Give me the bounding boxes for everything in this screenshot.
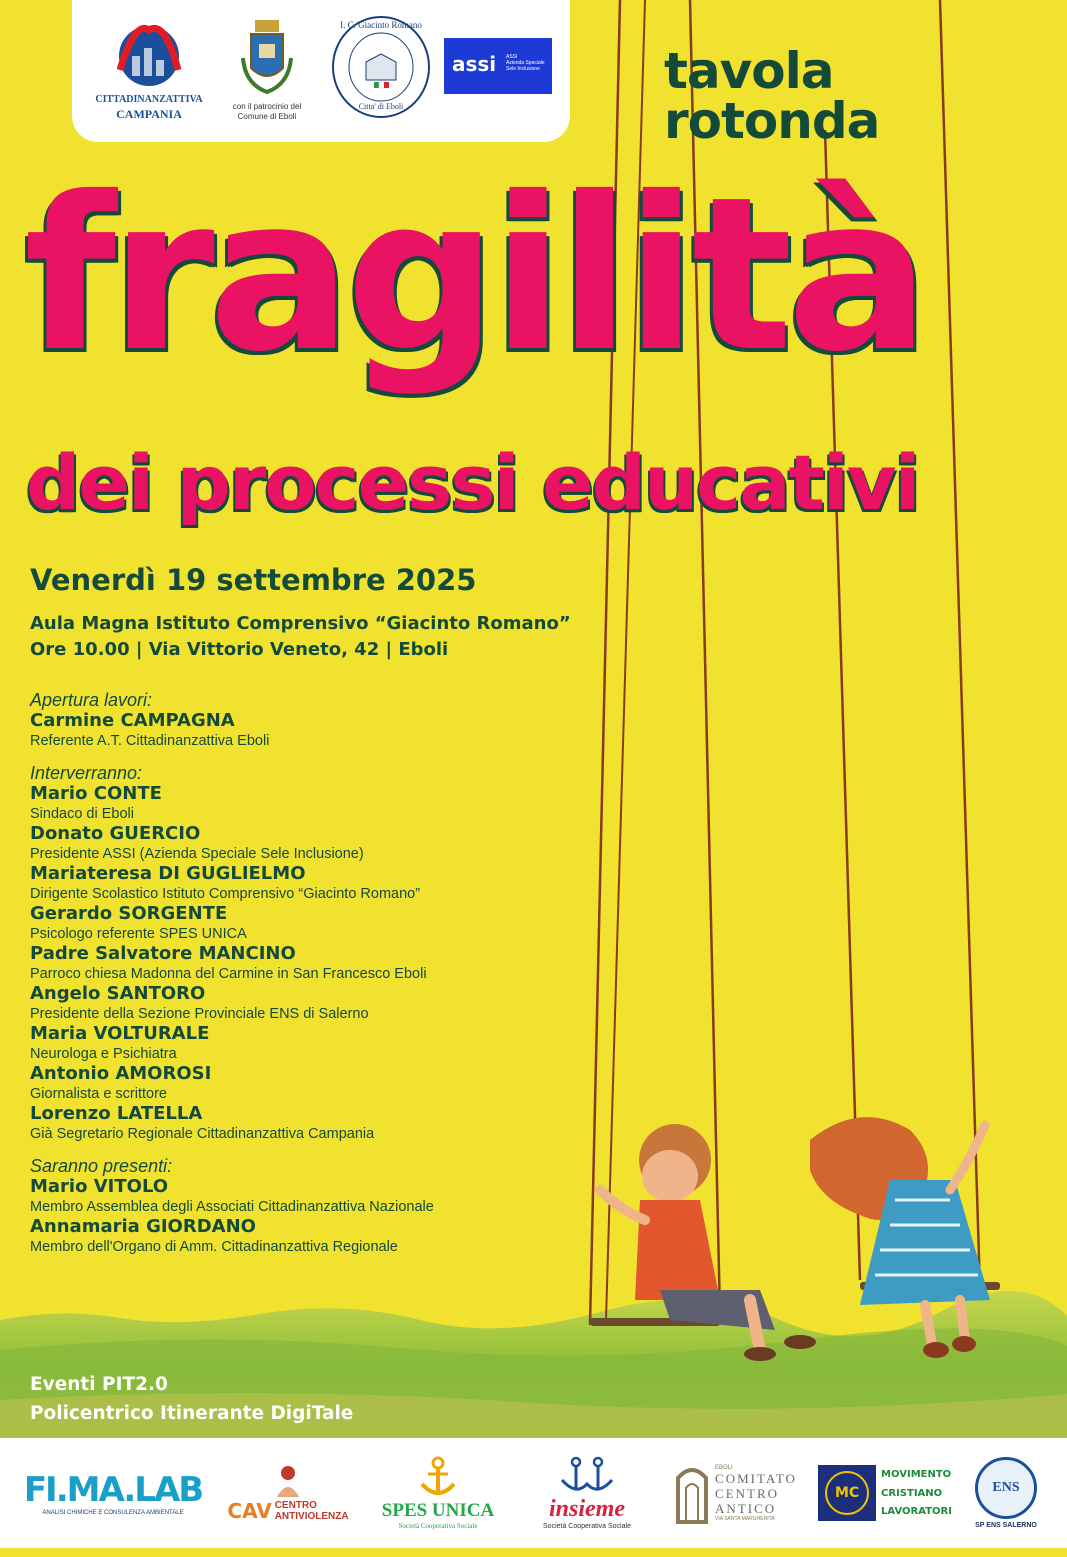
speaker-role: Presidente della Sezione Provinciale ENS di Salerno: [30, 1006, 369, 1022]
ens-mark: ENS: [992, 1480, 1020, 1495]
program-list: [30, 690, 630, 1257]
speaker-entry: [30, 824, 630, 864]
speaker-role: Presidente ASSI (Azienda Speciale Sele Inclusione): [30, 846, 364, 862]
spes-unica-logo: [372, 1438, 504, 1548]
comune-eboli-logo: [222, 18, 312, 128]
cav-logo: [228, 1438, 348, 1548]
school-name: I. C. Giacinto Romano: [340, 20, 422, 30]
event-type-line: tavola: [664, 42, 834, 100]
cittadinanzattiva-emblem-icon: [110, 20, 188, 92]
speaker-entry: [30, 1104, 630, 1144]
title-subtitle: dei processi educativi: [26, 438, 919, 527]
comitato-line: COMITATO: [715, 1470, 797, 1486]
spes-caption: Società Cooperativa Sociale: [398, 1522, 478, 1530]
speaker-name: Carmine CAMPAGNA: [30, 710, 235, 731]
mcl-line: LAVORATORI: [881, 1506, 952, 1517]
speaker-name: Gerardo SORGENTE: [30, 903, 228, 924]
ens-emblem: [975, 1457, 1037, 1519]
insieme-logo: [522, 1438, 652, 1548]
cav-text-line: ANTIVIOLENZA: [274, 1511, 349, 1522]
event-time-place: Ore 10.00 | Via Vittorio Veneto, 42 | Eboli: [30, 639, 449, 660]
event-type-line: rotonda: [664, 92, 880, 150]
speaker-entry: [30, 1064, 630, 1104]
speaker-role: Giornalista e scrittore: [30, 1086, 167, 1102]
speaker-entry: [30, 864, 630, 904]
speaker-name: Lorenzo LATELLA: [30, 1103, 203, 1124]
sponsor-logo-bar: [0, 1438, 1067, 1548]
speaker-role: Dirigente Scolastico Istituto Comprensivo “Giacinto Romano”: [30, 886, 421, 902]
speaker-name: Maria VOLTURALE: [30, 1023, 210, 1044]
ens-salerno-logo: [968, 1438, 1044, 1548]
door-arch-icon: [675, 1462, 709, 1524]
ic-giacinto-romano-logo: [330, 14, 432, 122]
speakers-label: Interverranno:: [30, 763, 143, 783]
speaker-role: Psicologo referente SPES UNICA: [30, 926, 247, 942]
mcl-logo: [815, 1438, 955, 1548]
event-venue: Aula Magna Istituto Comprensivo “Giacinto Romano”: [30, 613, 571, 634]
speaker-role: Parroco chiesa Madonna del Carmine in San Francesco Eboli: [30, 966, 427, 982]
partner-logo-bar: [72, 0, 570, 142]
speaker-name: Antonio AMOROSI: [30, 1063, 212, 1084]
present-entry: [30, 1177, 630, 1217]
cav-text: [275, 1500, 349, 1522]
speaker-role: Neurologa e Psichiatra: [30, 1046, 177, 1062]
cittadinanzattiva-name: CITTADINANZATTIVA: [95, 94, 203, 105]
present-label: Saranno presenti:: [30, 1156, 173, 1176]
fimalab-caption: ANALISI CHIMICHE E CONSULENZA AMBIENTALE: [42, 1510, 184, 1516]
comitato-centro-antico-logo: [672, 1438, 800, 1548]
speaker-entry: [30, 784, 630, 824]
title-main: fragilità: [24, 151, 924, 398]
assi-caption-line: Sele Inclusione: [506, 66, 540, 72]
assi-caption-line: Azienda Speciale: [506, 60, 545, 66]
speaker-entry: [30, 944, 630, 984]
speaker-role: Referente A.T. Cittadinanzattiva Eboli: [30, 733, 270, 749]
speaker-name: Angelo SANTORO: [30, 983, 206, 1004]
cittadinanzattiva-campania-logo: [94, 20, 204, 124]
comitato-line: CENTRO: [715, 1485, 780, 1501]
mcl-line: CRISTIANO: [881, 1488, 943, 1499]
guest-role: Membro Assemblea degli Associati Cittadinanzattiva Nazionale: [30, 1199, 434, 1215]
speaker-entry: [30, 904, 630, 944]
mcl-text: [881, 1465, 952, 1521]
mcl-line: MOVIMENTO: [881, 1469, 952, 1480]
cav-wordmark: [227, 1499, 348, 1523]
cav-text-line: CENTRO: [274, 1500, 317, 1511]
comitato-caption: VIA SANTA MARGHERITA: [715, 1515, 775, 1522]
event-date: Venerdì 19 settembre 2025: [30, 563, 477, 597]
eboli-coat-of-arms-icon: [239, 18, 295, 96]
assi-mark: assi: [452, 52, 497, 76]
mcl-mark: MC: [825, 1471, 869, 1515]
pit-event-label: [30, 1370, 353, 1428]
speaker-entry: [30, 1024, 630, 1064]
comune-line: Comune di Eboli: [237, 112, 297, 121]
guest-name: Annamaria GIORDANO: [30, 1216, 256, 1237]
comitato-text: [715, 1465, 797, 1522]
speaker-name: Donato GUERCIO: [30, 823, 201, 844]
insieme-caption: Società Cooperativa Sociale: [543, 1523, 631, 1530]
assi-caption: [506, 54, 545, 72]
mcl-emblem: [818, 1465, 876, 1521]
cav-figure-icon: [271, 1463, 305, 1499]
comitato-top: EBOLI: [715, 1464, 733, 1471]
fimalab-name: FI.MA.LAB: [23, 1470, 203, 1510]
patrocinio-line: con il patrocinio del: [232, 102, 302, 111]
pit-line: Policentrico Itinerante DigiTale: [30, 1403, 354, 1424]
speaker-name: Padre Salvatore MANCINO: [30, 943, 296, 964]
school-city: Citta' di Eboli: [358, 102, 404, 111]
ens-caption: SP ENS SALERNO: [975, 1522, 1037, 1529]
guest-name: Mario VITOLO: [30, 1176, 169, 1197]
cav-mark: CAV: [227, 1499, 272, 1523]
opening-entry: [30, 711, 630, 751]
anchor-icon: [416, 1456, 460, 1500]
guest-role: Membro dell'Organo di Amm. Cittadinanzattiva Regionale: [30, 1239, 398, 1255]
present-entry: [30, 1217, 630, 1257]
comitato-line: ANTICO: [715, 1500, 777, 1516]
spes-name: SPES UNICA: [381, 1500, 495, 1521]
pit-line: Eventi PIT2.0: [30, 1374, 168, 1395]
insieme-name: insieme: [549, 1496, 625, 1522]
fimalab-logo: [23, 1438, 203, 1548]
anchors-pair-icon: [552, 1456, 622, 1496]
assi-logo: [444, 38, 552, 94]
assi-caption-line: ASSI: [506, 54, 518, 60]
speaker-role: Sindaco di Eboli: [30, 806, 134, 822]
cittadinanzattiva-region: CAMPANIA: [116, 107, 182, 121]
speaker-name: Mario CONTE: [30, 783, 162, 804]
speaker-name: Mariateresa DI GUGLIELMO: [30, 863, 306, 884]
speaker-entry: [30, 984, 630, 1024]
speaker-role: Già Segretario Regionale Cittadinanzattiva Campania: [30, 1126, 375, 1142]
opening-label: Apertura lavori:: [30, 690, 153, 710]
event-type-heading: [664, 42, 880, 150]
